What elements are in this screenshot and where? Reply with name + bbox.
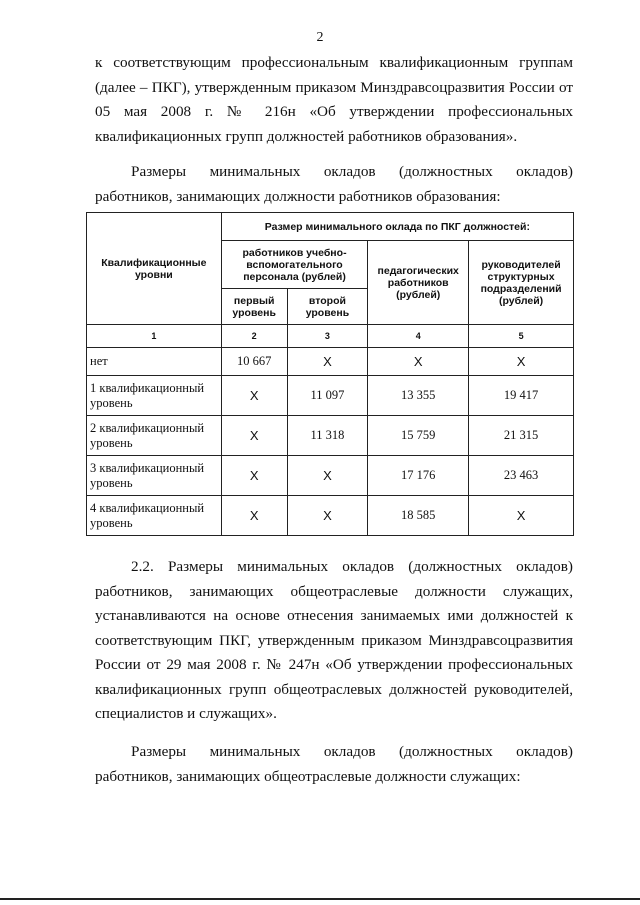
- table-row: [87, 496, 574, 536]
- value-cell: 15 759: [368, 416, 469, 456]
- column-number: 5: [469, 325, 574, 348]
- value-cell: 10 667: [221, 348, 287, 376]
- header-heads: руководителей структурных подразделений (рублей): [469, 241, 574, 325]
- value-cell: Х: [221, 496, 287, 536]
- table-row: [87, 348, 574, 376]
- page-number: 2: [316, 30, 324, 45]
- section-2-2-paragraph: 2.2. Размеры минимальных окладов (должностных окладов) работников, занимающих общеотраслевые должности служащих, устанавливаются на основе отнесения занимаемых ими должностей к соответствующим ПКГ, утвержденным приказом Минздравсоцразвития России от 29 мая 2008 г. № 247н «Об утверждении профессиональных квалификационных групп общеотраслевых должностей руководителей, специалистов и служащих».: [95, 558, 573, 722]
- value-cell: 11 318: [287, 416, 368, 456]
- level-cell: нет: [87, 348, 222, 376]
- column-number: 3: [287, 325, 368, 348]
- value-cell: 23 463: [469, 456, 574, 496]
- header-second-level: второй уровень: [287, 289, 368, 325]
- salary-table: [86, 212, 574, 536]
- column-number: 2: [221, 325, 287, 348]
- value-cell: Х: [287, 348, 368, 376]
- table-row: [87, 416, 574, 456]
- value-cell: Х: [287, 456, 368, 496]
- header-levels: Квалификационные уровни: [87, 213, 222, 325]
- value-cell: Х: [469, 496, 574, 536]
- value-cell: Х: [221, 376, 287, 416]
- header-support-staff: работников учебно-вспомогательного персонала (рублей): [221, 241, 368, 289]
- column-number: 4: [368, 325, 469, 348]
- header-teachers: педагогических работников (рублей): [368, 241, 469, 325]
- table-row: [87, 376, 574, 416]
- column-number: 1: [87, 325, 222, 348]
- closing-paragraph: Размеры минимальных окладов (должностных окладов) работников, занимающих общеотраслевые должности служащих:: [95, 743, 573, 785]
- value-cell: Х: [469, 348, 574, 376]
- value-cell: 18 585: [368, 496, 469, 536]
- value-cell: 17 176: [368, 456, 469, 496]
- level-cell: 2 квалификационный уровень: [87, 416, 222, 456]
- value-cell: 11 097: [287, 376, 368, 416]
- bottom-border-line: [0, 898, 640, 900]
- value-cell: 19 417: [469, 376, 574, 416]
- value-cell: 13 355: [368, 376, 469, 416]
- value-cell: Х: [287, 496, 368, 536]
- header-main: Размер минимального оклада по ПКГ должностей:: [221, 213, 573, 241]
- table-caption-paragraph: Размеры минимальных окладов (должностных окладов) работников, занимающих должности работников образования:: [95, 163, 573, 205]
- level-cell: 1 квалификационный уровень: [87, 376, 222, 416]
- level-cell: 4 квалификационный уровень: [87, 496, 222, 536]
- table-row: [87, 456, 574, 496]
- value-cell: Х: [221, 456, 287, 496]
- intro-paragraph: к соответствующим профессиональным квалификационным группам (далее – ПКГ), утвержденным приказом Минздравсоцразвития России от 05 мая 2008 г. № 216н «Об утверждении профессиональных квалификационных групп должностей работников образования».: [95, 54, 573, 145]
- level-cell: 3 квалификационный уровень: [87, 456, 222, 496]
- value-cell: 21 315: [469, 416, 574, 456]
- value-cell: Х: [368, 348, 469, 376]
- value-cell: Х: [221, 416, 287, 456]
- header-first-level: первый уровень: [221, 289, 287, 325]
